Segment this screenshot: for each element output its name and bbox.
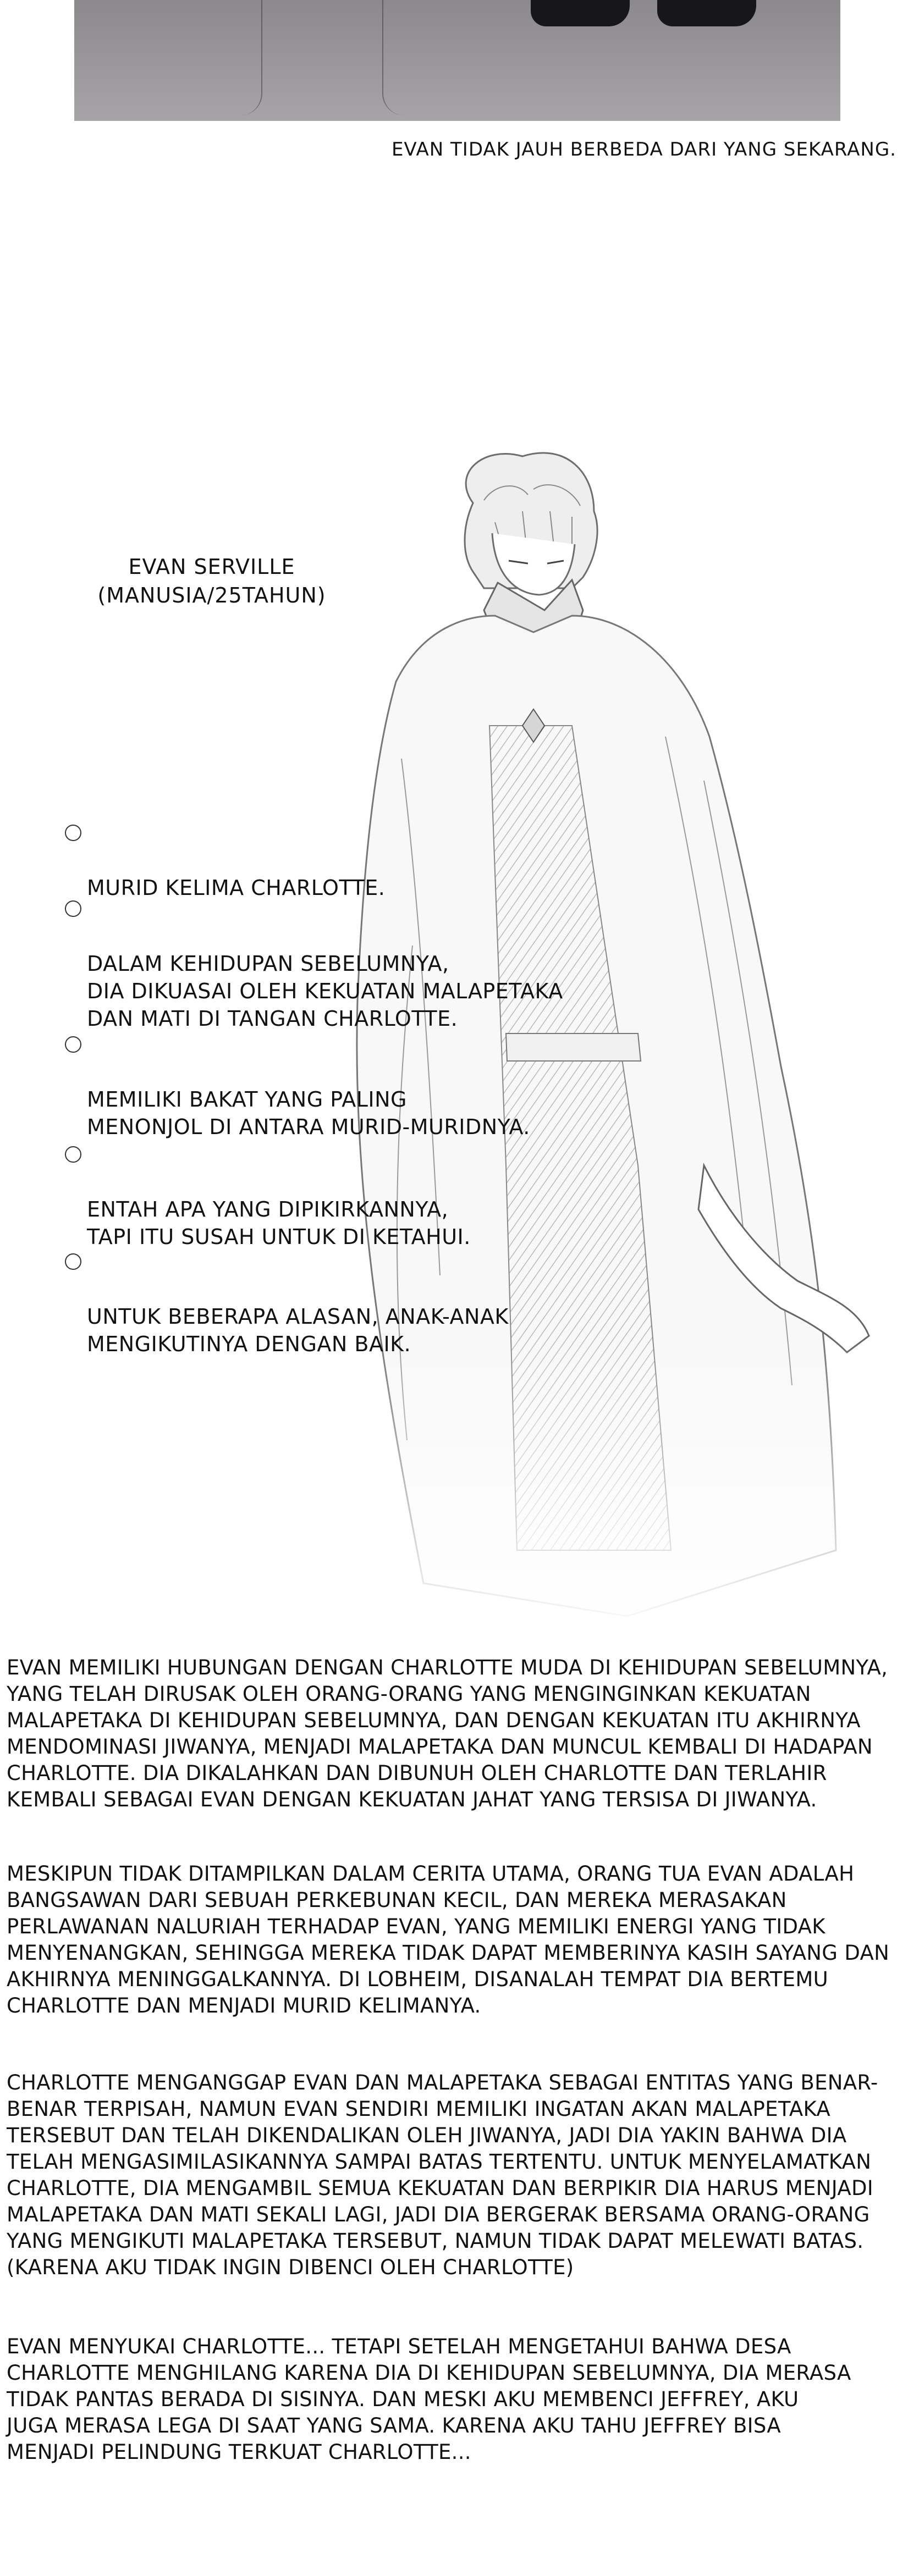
character-name-block (82, 552, 341, 610)
trait-text: DALAM KEHIDUPAN SEBELUMNYA, DIA DIKUASAI OLEH KEKUATAN MALAPETAKA DAN MATI DI TANGAN CHARLOTTE. (87, 952, 563, 1031)
story-paragraph: EVAN MENYUKAI CHARLOTTE... TETAPI SETELAH MENGETAHUI BAHWA DESA CHARLOTTE MENGHILANG KARENA DIA DI KEHIDUPAN SEBELUMNYA, DIA MERASA TIDAK PANTAS BERADA DI SISINYA. DAN MESKI AKU MEMBENCI JEFFREY, AKU JUGA MERASA LEGA DI SAAT YANG SAMA. KARENA AKU TAHU JEFFREY BISA MENJADI PELINDUNG TERKUAT CHARLOTTE... (7, 2335, 851, 2464)
shoe-right (657, 0, 756, 26)
circle-bullet-icon (65, 1036, 81, 1053)
story-paragraph: EVAN MEMILIKI HUBUNGAN DENGAN CHARLOTTE MUDA DI KEHIDUPAN SEBELUMNYA, YANG TELAH DIRUSAK OLEH ORANG-ORANG YANG MENGINGINKAN KEKUATAN MALAPETAKA DI KEHIDUPAN SEBELUMNYA, DAN DENGAN KEKUATAN ITU AKHIRNYA MENDOMINASI JIWANYA, MENJADI MALAPETAKA DAN MUNCUL KEMBALI DI HADAPAN CHARLOTTE. DIA DIKALAHKAN DAN DIBUNUH OLEH CHARLOTTE DAN TERLAHIR KEMBALI SEBAGAI EVAN DENGAN KEKUATAN JAHAT YANG TERSISA DI JIWANYA. (7, 1656, 888, 1811)
panel-caption: EVAN TIDAK JAUH BERBEDA DARI YANG SEKARANG. (391, 139, 896, 161)
trait-text: MURID KELIMA CHARLOTTE. (87, 876, 386, 900)
coat-outline-left (118, 0, 262, 115)
circle-bullet-icon (65, 1253, 81, 1270)
circle-bullet-icon (65, 1146, 81, 1163)
trait-text: ENTAH APA YANG DIPIKIRKANNYA, TAPI ITU SUSAH UNTUK DI KETAHUI. (87, 1197, 471, 1249)
story-paragraph: CHARLOTTE MENGANGGAP EVAN DAN MALAPETAKA SEBAGAI ENTITAS YANG BENAR- BENAR TERPISAH, NAMUN EVAN SENDIRI MEMILIKI INGATAN AKAN MALAPETAKA TERSEBUT DAN TELAH DIKENDALIKAN OLEH JIWANYA, JADI DIA YAKIN BAHWA DIA TELAH MENGASIMILASIKANNYA SAMPAI BATAS TERTENTU. UNTUK MENYELAMATKAN CHARLOTTE, DIA MENGAMBIL SEMUA KEKUATAN DAN BERPIKIR DIA HARUS MENJADI MALAPETAKA DAN MATI SEKALI LAGI, JADI DIA BERGERAK BERSAMA ORANG-ORANG YANG MENGIKUTI MALAPETAKA TERSEBUT, NAMUN TIDAK DAPAT MELEWATI BATAS. (KARENA AKU TIDAK INGIN DIBENCI OLEH CHARLOTTE) (7, 2071, 878, 2279)
trait-item (65, 1248, 509, 1385)
circle-bullet-icon (65, 825, 81, 841)
circle-bullet-icon (65, 900, 81, 917)
trait-text: UNTUK BEBERAPA ALASAN, ANAK-ANAK MENGIKUTINYA DENGAN BAIK. (87, 1304, 509, 1356)
character-subtitle: (MANUSIA/25TAHUN) (97, 583, 326, 607)
character-name: EVAN SERVILLE (128, 555, 295, 579)
story-paragraph: MESKIPUN TIDAK DITAMPILKAN DALAM CERITA UTAMA, ORANG TUA EVAN ADALAH BANGSAWAN DARI SEBUAH PERKEBUNAN KECIL, DAN MEREKA MERASAKAN PERLAWANAN NALURIAH TERHADAP EVAN, YANG MEMILIKI ENERGI YANG TIDAK MENYENANGKAN, SEHINGGA MEREKA TIDAK DAPAT MEMBERINYA KASIH SAYANG DAN AKHIRNYA MENINGGALKANNYA. DI LOBHEIM, DISANALAH TEMPAT DIA BERTEMU CHARLOTTE DAN MENJADI MURID KELIMANYA. (7, 1862, 890, 2017)
previous-panel-illustration (74, 0, 840, 121)
shoe-left (531, 0, 630, 26)
trait-text: MEMILIKI BAKAT YANG PALING MENONJOL DI ANTARA MURID-MURIDNYA. (87, 1087, 530, 1139)
coat-outline-right (382, 0, 515, 115)
